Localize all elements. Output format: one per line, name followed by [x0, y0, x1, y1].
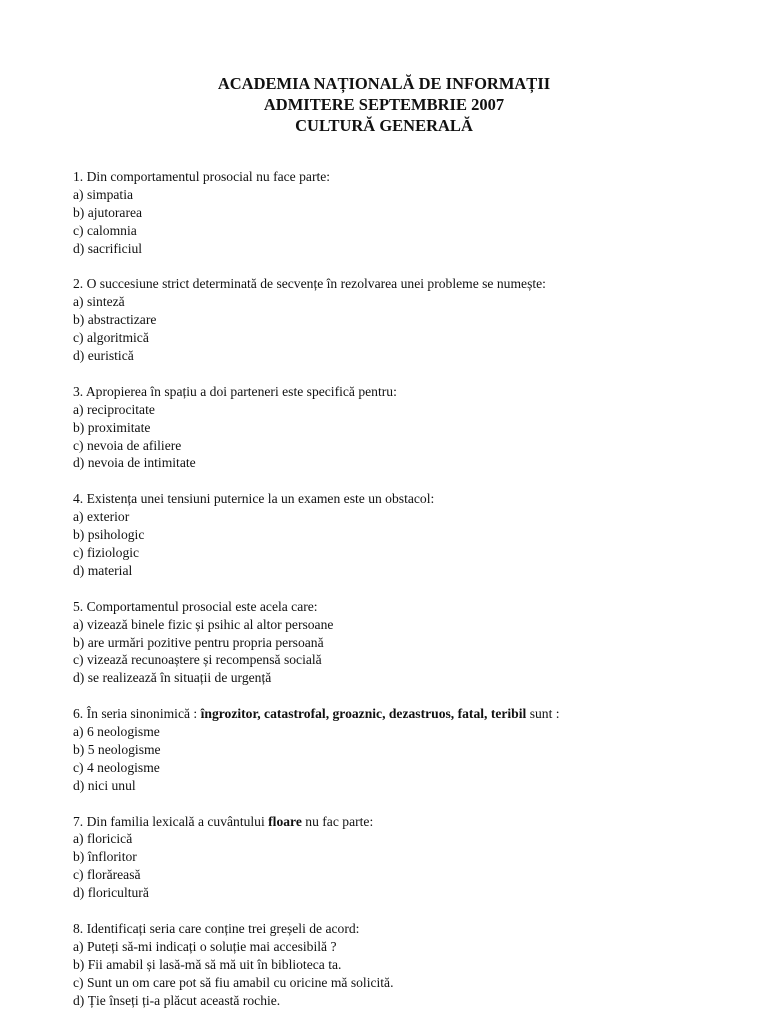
question-4	[73, 490, 733, 580]
answer-option: a) 6 neologisme	[73, 724, 160, 740]
question-text: 2. O succesiune strict determinată de secvențe în rezolvarea unei probleme se numește:	[73, 276, 546, 292]
question-text-prefix: 7. Din familia lexicală a cuvântului	[73, 813, 269, 829]
question-text: 1. Din comportamentul prosocial nu face parte:	[73, 169, 331, 184]
document-header	[0, 73, 768, 136]
question-list	[73, 168, 733, 1027]
answer-option: d) sacrificiul	[73, 240, 143, 256]
question-5	[73, 598, 733, 688]
answer-option: b) Fii amabil și lasă-mă să mă uit în biblioteca ta.	[73, 956, 342, 972]
question-text: 4. Existența unei tensiuni puternice la un examen este un obstacol:	[73, 491, 435, 507]
answer-option: c) florăreasă	[73, 867, 141, 883]
answer-option: b) 5 neologisme	[73, 741, 161, 757]
question-1	[73, 168, 733, 258]
answer-option: b) psihologic	[73, 527, 145, 543]
answer-option: c) fiziologic	[73, 544, 140, 560]
question-2	[73, 275, 733, 365]
question-text-prefix: 6. În seria sinonimică :	[73, 706, 201, 722]
answer-option: b) ajutorarea	[73, 204, 143, 220]
answer-option: b) abstractizare	[73, 312, 157, 328]
question-text-suffix: sunt :	[526, 706, 560, 722]
answer-option: d) nevoia de intimitate	[73, 455, 196, 471]
answer-option: d) material	[73, 562, 133, 578]
question-6	[73, 705, 733, 795]
question-text: 8. Identificați seria care conține trei greșeli de acord:	[73, 920, 360, 936]
answer-option: d) nici unul	[73, 777, 136, 793]
answer-option: b) proximitate	[73, 419, 151, 435]
answer-option: b) are urmări pozitive pentru propria persoană	[73, 634, 324, 650]
answer-option: a) simpatia	[73, 186, 134, 202]
header-line-1: ACADEMIA NAȚIONALĂ DE INFORMAȚII	[217, 74, 551, 93]
question-text-suffix: nu fac parte:	[301, 813, 374, 829]
answer-option: c) 4 neologisme	[73, 759, 160, 775]
answer-option: d) floricultură	[73, 885, 149, 901]
answer-option: c) nevoia de afiliere	[73, 437, 182, 453]
question-8	[73, 920, 733, 1010]
answer-option: d) euristică	[73, 348, 134, 364]
answer-option: a) vizează binele fizic și psihic al altor persoane	[73, 616, 334, 632]
question-text-emphasis: floare	[268, 813, 302, 829]
answer-option: a) reciprocitate	[73, 401, 155, 417]
answer-option: d) se realizează în situații de urgență	[73, 670, 272, 686]
header-line-3: CULTURĂ GENERALĂ	[295, 116, 473, 135]
answer-option: c) Sunt un om care pot să fiu amabil cu oricine mă solicită.	[73, 974, 394, 990]
answer-option: c) vizează recunoaștere și recompensă socială	[73, 652, 322, 668]
answer-option: c) algoritmică	[73, 330, 149, 346]
header-line-2: ADMITERE SEPTEMBRIE 2007	[263, 95, 505, 114]
answer-option: b) înfloritor	[73, 849, 137, 865]
answer-option: a) Puteți să-mi indicați o soluție mai accesibilă ?	[73, 938, 337, 954]
question-7	[73, 813, 733, 903]
question-text: 5. Comportamentul prosocial este acela care:	[73, 598, 318, 614]
answer-option: d) Ție înseți ți-a plăcut această rochie.	[73, 992, 281, 1008]
question-text	[73, 705, 733, 723]
question-text	[73, 813, 733, 831]
question-text: 3. Apropierea în spațiu a doi parteneri este specifică pentru:	[73, 383, 397, 399]
question-3	[73, 383, 733, 473]
answer-option: a) exterior	[73, 509, 130, 525]
answer-option: a) floricică	[73, 831, 133, 847]
answer-option: a) sinteză	[73, 294, 125, 310]
question-text-emphasis: îngrozitor, catastrofal, groaznic, dezastruos, fatal, teribil	[200, 706, 527, 722]
answer-option: c) calomnia	[73, 222, 137, 238]
